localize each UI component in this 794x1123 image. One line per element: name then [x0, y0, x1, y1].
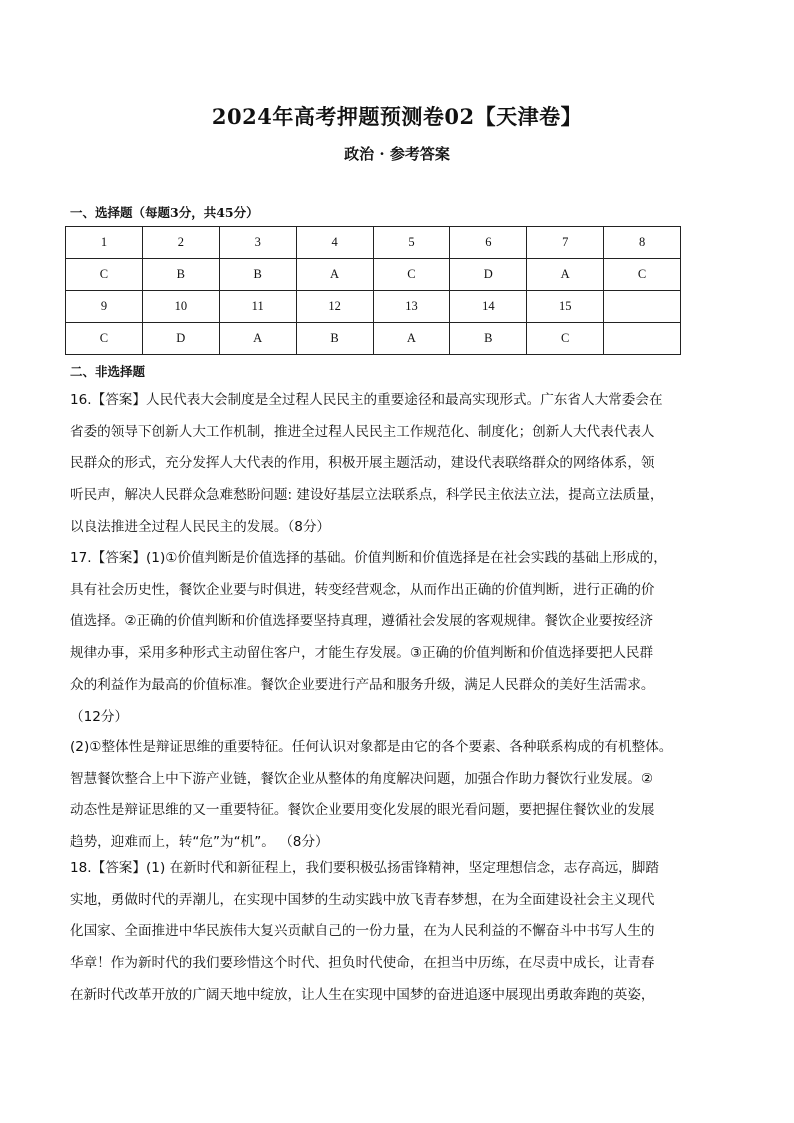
- table-cell: C: [604, 259, 681, 291]
- table-cell: A: [219, 323, 296, 355]
- text-line: （12分）: [70, 708, 129, 725]
- answer-16: [70, 385, 682, 544]
- table-cell: 15: [527, 291, 604, 323]
- table-cell: 7: [527, 227, 604, 259]
- table-row: [66, 323, 681, 355]
- text-line: 智慧餐饮整合上中下游产业链，餐饮企业从整体的角度解决问题，加强合作助力餐饮行业发展。②: [70, 770, 654, 787]
- table-cell: 6: [450, 227, 527, 259]
- table-row: [66, 259, 681, 291]
- table-cell: B: [450, 323, 527, 355]
- table-cell: D: [450, 259, 527, 291]
- text-line: 实地，勇做时代的弄潮儿，在实现中国梦的生动实践中放飞青春梦想，在为全面建设社会主义现代: [70, 891, 655, 908]
- table-cell: 3: [219, 227, 296, 259]
- table-cell: C: [66, 259, 143, 291]
- text-line: (2)①整体性是辩证思维的重要特征。任何认识对象都是由它的各个要素、各种联系构成的有机整体。: [70, 739, 673, 755]
- answer-17-part1: [70, 543, 682, 733]
- text-line: 18.【答案】(1) 在新时代和新征程上，我们要积极弘扬雷锋精神，坚定理想信念，志存高远，脚踏: [70, 860, 659, 876]
- table-row: [66, 291, 681, 323]
- text-line: 听民声，解决人民群众急难愁盼问题: 建设好基层立法联系点，科学民主依法立法，提高立法质量，: [70, 487, 664, 504]
- section-nonchoice-heading: 二、非选择题: [70, 364, 146, 379]
- text-line: 众的利益作为最高的价值标准。餐饮企业要进行产品和服务升级，满足人民群众的美好生活需求。: [70, 676, 655, 693]
- table-cell: A: [373, 323, 450, 355]
- text-line: 动态性是辩证思维的又一重要特征。餐饮企业要用变化发展的眼光看问题，要把握住餐饮业的发展: [70, 802, 655, 819]
- table-cell: B: [296, 323, 373, 355]
- answer-18: [70, 853, 682, 1012]
- answer-table: [65, 226, 681, 355]
- text-line: 省委的领导下创新人大工作机制，推进全过程人民民主工作规范化、制度化；创新人大代表代表人: [70, 423, 655, 440]
- table-cell: C: [373, 259, 450, 291]
- table-cell: 9: [66, 291, 143, 323]
- table-cell: 12: [296, 291, 373, 323]
- table-cell: A: [527, 259, 604, 291]
- text-line: 趋势，迎难而上，转“危”为“机”。 （8分）: [70, 834, 329, 851]
- text-line: 16.【答案】人民代表大会制度是全过程人民民主的重要途径和最高实现形式。广东省人大常委会在: [70, 392, 663, 408]
- table-cell: 2: [142, 227, 219, 259]
- text-line: 以良法推进全过程人民民主的发展。（8分）: [70, 518, 331, 535]
- table-cell: C: [527, 323, 604, 355]
- table-cell: A: [296, 259, 373, 291]
- table-cell: 13: [373, 291, 450, 323]
- table-cell: 4: [296, 227, 373, 259]
- text-line: 17.【答案】(1)①价值判断是价值选择的基础。价值判断和价值选择是在社会实践的基础上形成的，: [70, 550, 667, 566]
- text-line: 民群众的形式，充分发挥人大代表的作用，积极开展主题活动，建设代表联络群众的网络体系，领: [70, 455, 655, 472]
- text-line: 化国家、全面推进中华民族伟大复兴贡献自己的一份力量，在为人民利益的不懈奋斗中书写人生的: [70, 923, 655, 940]
- page-subtitle: 政治 · 参考答案: [344, 145, 450, 163]
- table-row: [66, 227, 681, 259]
- table-cell: [604, 323, 681, 355]
- text-line: 在新时代改革开放的广阔天地中绽放，让人生在实现中国梦的奋进追逐中展现出勇敢奔跑的英姿，: [70, 986, 655, 1003]
- section-choice-heading: 一、选择题（每题3分，共45分）: [70, 205, 259, 220]
- table-cell: 14: [450, 291, 527, 323]
- table-cell: 11: [219, 291, 296, 323]
- table-cell: C: [66, 323, 143, 355]
- text-line: 华章！作为新时代的我们要珍惜这个时代、担负时代使命，在担当中历练，在尽责中成长，让青春: [70, 955, 655, 972]
- table-cell: 10: [142, 291, 219, 323]
- page-title: 2024年高考押题预测卷02【天津卷】: [211, 104, 583, 129]
- table-cell: B: [219, 259, 296, 291]
- table-cell: 1: [66, 227, 143, 259]
- text-line: 值选择。②正确的价值判断和价值选择要坚持真理，遵循社会发展的客观规律。餐饮企业要按经济: [70, 613, 654, 630]
- table-cell: 8: [604, 227, 681, 259]
- table-cell: 5: [373, 227, 450, 259]
- text-line: 规律办事，采用多种形式主动留住客户，才能生存发展。③正确的价值判断和价值选择要把人民群: [70, 645, 654, 662]
- table-cell: D: [142, 323, 219, 355]
- table-cell: [604, 291, 681, 323]
- text-line: 具有社会历史性，餐饮企业要与时俱进，转变经营观念，从而作出正确的价值判断，进行正确的价: [70, 581, 655, 598]
- table-cell: B: [142, 259, 219, 291]
- answer-17-part2: [70, 732, 682, 859]
